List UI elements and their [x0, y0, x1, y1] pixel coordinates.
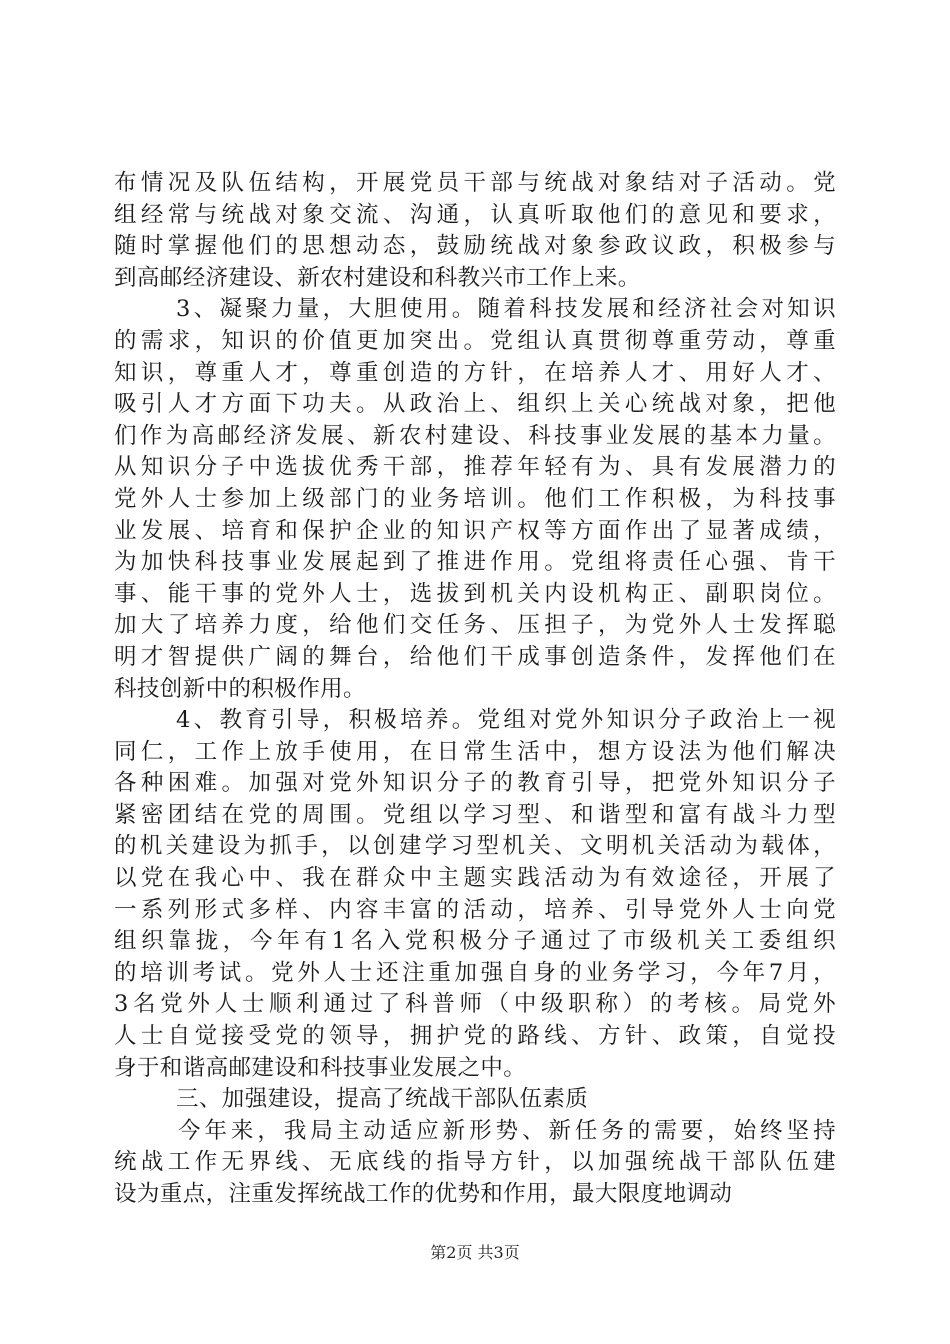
text-line: 从知识分子中选拔优秀干部，推荐年轻有为、具有发展潜力的: [114, 454, 836, 481]
paragraph: [114, 1084, 836, 1116]
text-line: 人士自觉接受党的领导，拥护党的路线、方针、政策，自觉投: [114, 1023, 836, 1050]
text-line: 吸引人才方面下功夫。从政治上、组织上关心统战对象，把他: [114, 391, 836, 418]
text-line: 布情况及队伍结构，开展党员干部与统战对象结对子活动。党: [114, 170, 836, 196]
text-line: 为加快科技事业发展起到了推进作用。党组将责任心强、肯干: [114, 549, 836, 576]
text-line: 三、加强建设，提高了统战干部队伍素质: [176, 1086, 589, 1113]
paragraph: [114, 705, 836, 1084]
text-line: 组经常与统战对象交流、沟通，认真听取他们的意见和要求，: [114, 201, 836, 228]
text-line: 的机关建设为抓手，以创建学习型机关、文明机关活动为载体，: [114, 833, 836, 860]
text-line: 同仁，工作上放手使用，在日常生活中，想方设法为他们解决: [114, 738, 836, 765]
text-line: 明才智提供广阔的舞台，给他们干成事创造条件，发挥他们在: [114, 643, 836, 670]
text-line: 4、教育引导，积极培养。党组对党外知识分子政治上一视: [176, 707, 836, 734]
text-line: 3、凝聚力量，大胆使用。随着科技发展和经济社会对知识: [176, 296, 836, 323]
text-line: 统战工作无界线、无底线的指导方针，以加强统战干部队伍建: [114, 1149, 836, 1176]
page-footer: 第2页 共3页: [430, 1243, 520, 1262]
text-line: 一系列形式多样、内容丰富的活动，培养、引导党外人士向党: [114, 896, 836, 923]
text-line: 设为重点，注重发挥统战工作的优势和作用，最大限度地调动: [114, 1181, 733, 1207]
text-line: 到高邮经济建设、新农村建设和科教兴市工作上来。: [114, 264, 641, 291]
text-line: 们作为高邮经济发展、新农村建设、科技事业发展的基本力量。: [114, 422, 836, 449]
text-line: 加大了培养力度，给他们交任务、压担子，为党外人士发挥聪: [114, 612, 836, 639]
text-line: 随时掌握他们的思想动态，鼓励统战对象参政议政，积极参与: [114, 233, 836, 260]
text-line: 业发展、培育和保护企业的知识产权等方面作出了显著成绩，: [114, 517, 836, 544]
paragraph: [114, 168, 836, 294]
document-body: [114, 168, 836, 1211]
text-line: 各种困难。加强对党外知识分子的教育引导，把党外知识分子: [114, 770, 836, 797]
text-line: 组织靠拢，今年有1名入党积极分子通过了市级机关工委组织: [114, 928, 836, 955]
paragraph: [114, 1116, 836, 1211]
text-line: 今年来，我局主动适应新形势、新任务的需要，始终坚持: [178, 1117, 836, 1144]
text-line: 的培训考试。党外人士还注重加强自身的业务学习，今年7月，: [114, 959, 836, 986]
text-line: 以党在我心中、我在群众中主题实践活动为有效途径，开展了: [114, 865, 836, 892]
text-line: 3名党外人士顺利通过了科普师（中级职称）的考核。局党外: [114, 991, 836, 1018]
text-line: 身于和谐高邮建设和科技事业发展之中。: [114, 1054, 527, 1081]
text-line: 紧密团结在党的周围。党组以学习型、和谐型和富有战斗力型: [114, 801, 836, 828]
text-line: 事、能干事的党外人士，选拔到机关内设机构正、副职岗位。: [114, 580, 836, 607]
text-line: 的需求，知识的价值更加突出。党组认真贯彻尊重劳动，尊重: [114, 327, 836, 354]
text-line: 党外人士参加上级部门的业务培训。他们工作积极，为科技事: [114, 485, 836, 512]
text-line: 科技创新中的积极作用。: [114, 675, 366, 702]
paragraph: [114, 294, 836, 705]
text-line: 知识，尊重人才，尊重创造的方针，在培养人才、用好人才、: [114, 359, 836, 386]
